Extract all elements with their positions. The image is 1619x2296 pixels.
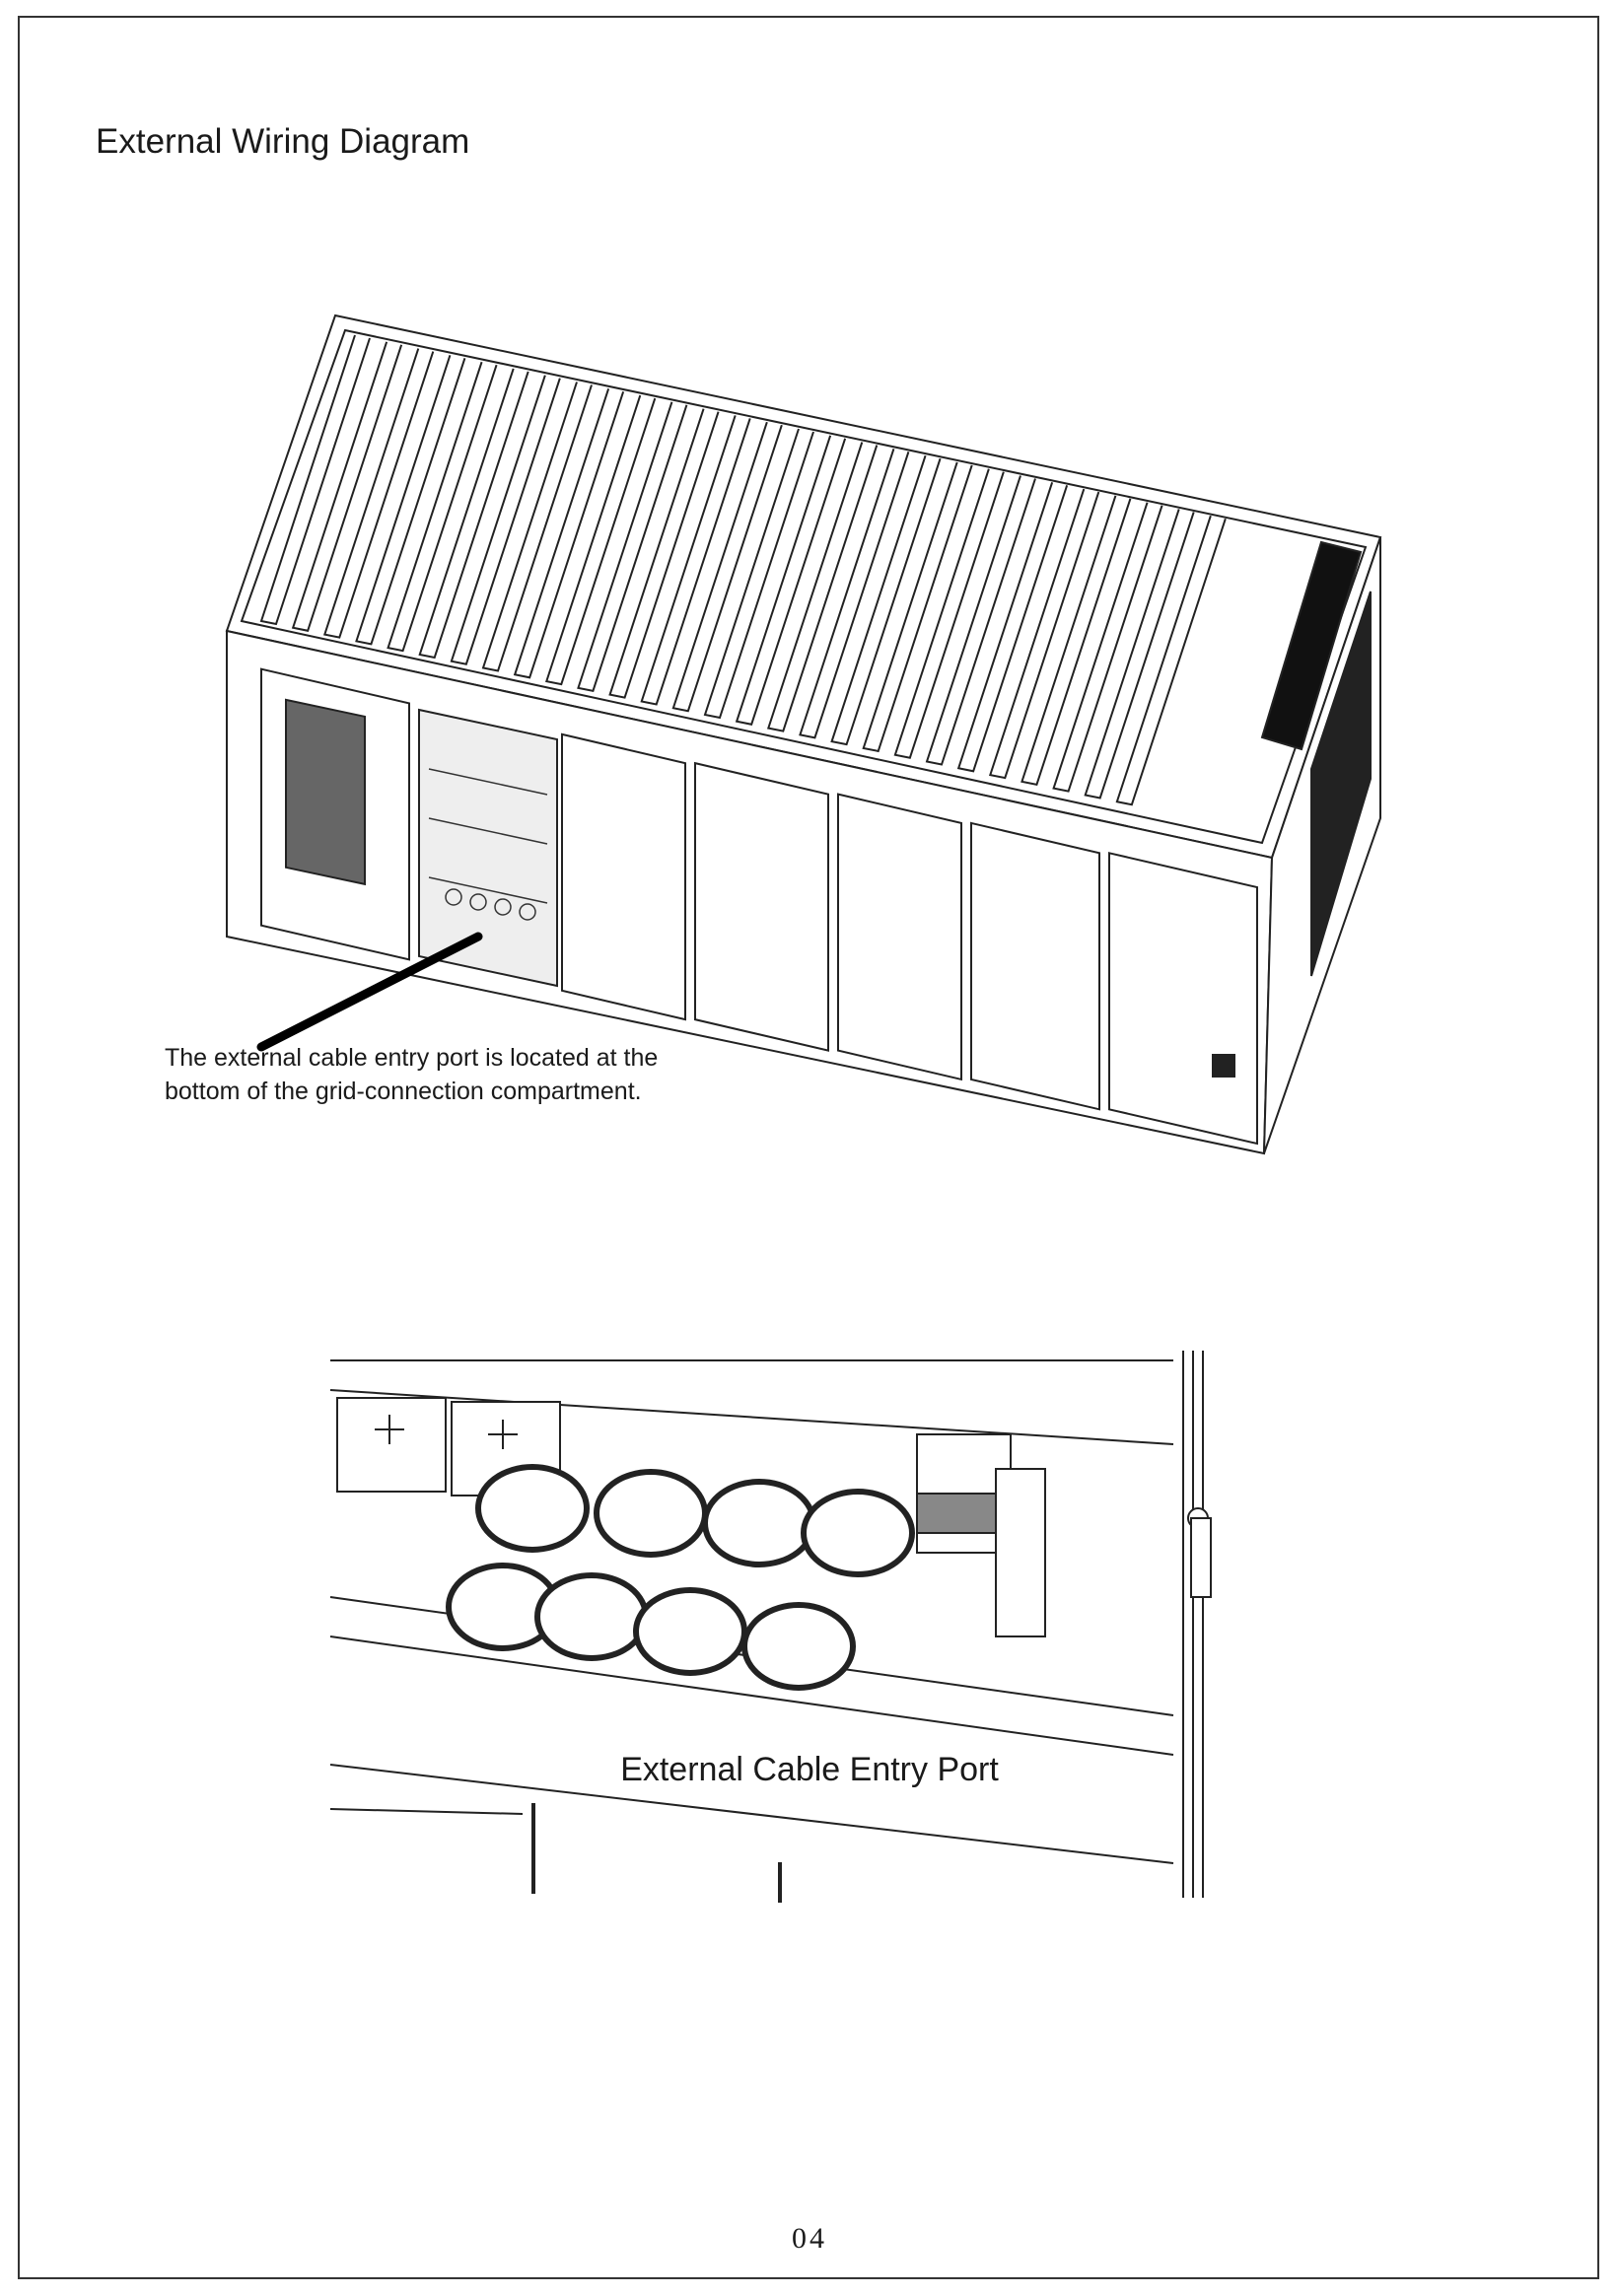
figure-caption: External Cable Entry Port bbox=[620, 1751, 999, 1788]
callout-note bbox=[165, 1041, 658, 1108]
page-number: 04 bbox=[792, 2222, 827, 2255]
cable-coil bbox=[597, 1472, 705, 1555]
cable-coil bbox=[478, 1467, 587, 1550]
cable-entry-port-detail-drawing bbox=[325, 1351, 1311, 1903]
container-isometric-drawing bbox=[217, 306, 1400, 1163]
callout-line-2: bottom of the grid-connection compartment. bbox=[165, 1078, 642, 1105]
callout-line-1: The external cable entry port is located at the bbox=[165, 1044, 659, 1072]
page-title: External Wiring Diagram bbox=[96, 122, 470, 161]
cable-coil bbox=[804, 1492, 912, 1574]
cable-coil bbox=[537, 1575, 646, 1658]
cable-coil bbox=[636, 1590, 744, 1673]
cable-coil bbox=[705, 1482, 813, 1565]
cable-coil bbox=[744, 1605, 853, 1688]
